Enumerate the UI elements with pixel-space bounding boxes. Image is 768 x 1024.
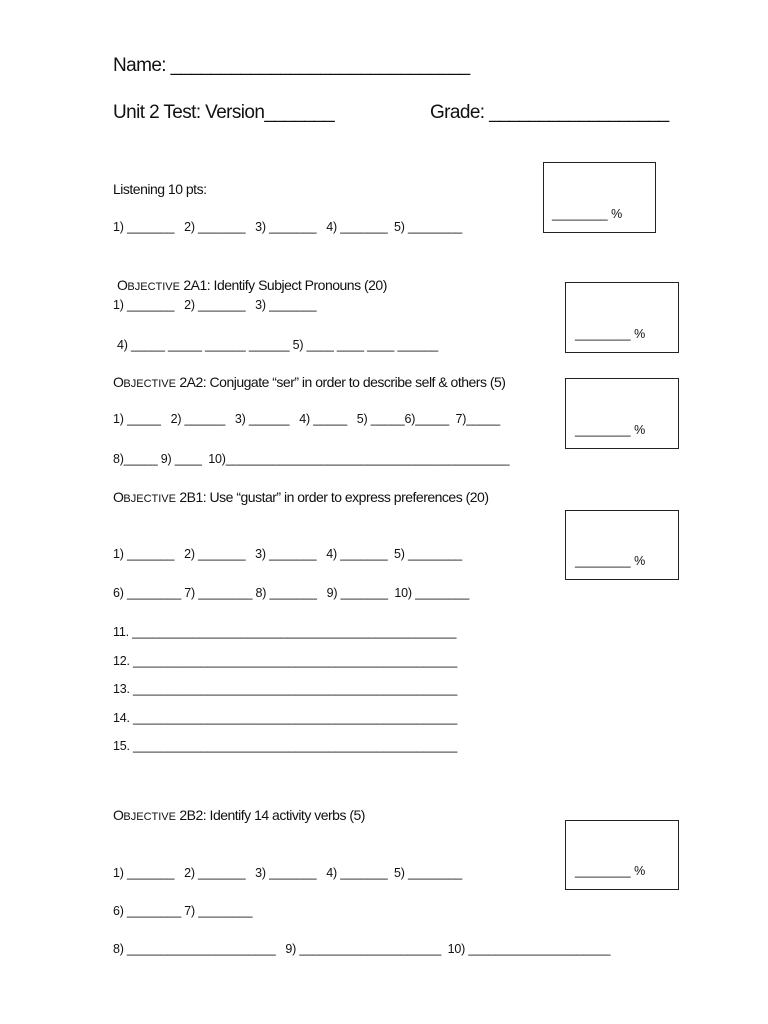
objective-prefix-rest: BJECTIVE — [127, 281, 180, 293]
objective-prefix-initial: O — [113, 374, 124, 390]
objective-2b2-heading — [113, 807, 365, 823]
objective-2a1-score-box — [565, 282, 679, 353]
grade-line[interactable]: Grade: __________________ — [430, 102, 669, 123]
objective-2b2-title: 2B2: Identify 14 activity verbs (5) — [175, 807, 365, 823]
objective-2b1-line-11[interactable]: 11. ________________________________________________ — [113, 625, 457, 639]
objective-2a2-answers-2[interactable]: 8)_____ 9) ____ 10)__________________________________________ — [113, 452, 510, 466]
objective-prefix-rest: BJECTIVE — [123, 811, 176, 823]
objective-prefix-initial: O — [113, 807, 124, 823]
objective-2b1-line-14[interactable]: 14. ________________________________________________ — [113, 711, 458, 725]
objective-2a1-answers-1[interactable]: 1) _______ 2) _______ 3) _______ — [113, 298, 317, 312]
objective-2a2-score-blank[interactable]: ________ % — [575, 423, 646, 437]
objective-2a1-heading — [117, 277, 387, 293]
objective-2b1-line-13[interactable]: 13. ________________________________________________ — [113, 682, 458, 696]
name-line[interactable]: Name: ______________________________ — [113, 55, 470, 76]
objective-2a2-title: 2A2: Conjugate “ser” in order to describe self & others (5) — [175, 374, 506, 390]
listening-answers[interactable]: 1) _______ 2) _______ 3) _______ 4) _______ 5) ________ — [113, 220, 463, 234]
objective-2b1-heading — [113, 489, 489, 505]
objective-2b1-title: 2B1: Use “gustar” in order to express preferences (20) — [175, 489, 489, 505]
listening-score-blank[interactable]: ________ % — [552, 207, 623, 221]
objective-2b1-answers-2[interactable]: 6) ________ 7) ________ 8) _______ 9) _______ 10) ________ — [113, 586, 470, 600]
objective-2b1-line-15[interactable]: 15. ________________________________________________ — [113, 739, 458, 753]
objective-prefix-initial: O — [113, 489, 124, 505]
objective-2b2-score-box — [565, 820, 679, 890]
objective-2b1-line-12[interactable]: 12. ________________________________________________ — [113, 654, 458, 668]
objective-2b1-score-blank[interactable]: ________ % — [575, 554, 646, 568]
objective-2a2-score-box — [565, 378, 679, 449]
objective-2a1-score-blank[interactable]: ________ % — [575, 327, 646, 341]
objective-prefix-rest: BJECTIVE — [123, 493, 176, 505]
objective-2b2-answers-2[interactable]: 6) ________ 7) ________ — [113, 904, 253, 918]
objective-2b1-score-box — [565, 510, 679, 580]
objective-2b2-score-blank[interactable]: ________ % — [575, 864, 646, 878]
unit-version-line[interactable]: Unit 2 Test: Version_______ — [113, 102, 335, 123]
objective-2b1-answers-1[interactable]: 1) _______ 2) _______ 3) _______ 4) _______ 5) ________ — [113, 547, 463, 561]
objective-prefix-rest: BJECTIVE — [123, 378, 176, 390]
objective-2a2-answers-1[interactable]: 1) _____ 2) ______ 3) ______ 4) _____ 5) _____6)_____ 7)_____ — [113, 412, 501, 426]
objective-2a1-title: 2A1: Identify Subject Pronouns (20) — [179, 277, 387, 293]
listening-heading: Listening 10 pts: — [113, 181, 207, 197]
objective-2b2-answers-3[interactable]: 8) ______________________ 9) _____________________ 10) _____________________ — [113, 942, 611, 956]
objective-prefix-initial: O — [117, 277, 128, 293]
listening-score-box — [543, 162, 656, 233]
objective-2a2-heading — [113, 374, 505, 390]
objective-2a1-answers-2[interactable]: 4) _____ _____ ______ ______ 5) ____ ____ ____ ______ — [117, 338, 438, 352]
objective-2b2-answers-1[interactable]: 1) _______ 2) _______ 3) _______ 4) _______ 5) ________ — [113, 866, 463, 880]
